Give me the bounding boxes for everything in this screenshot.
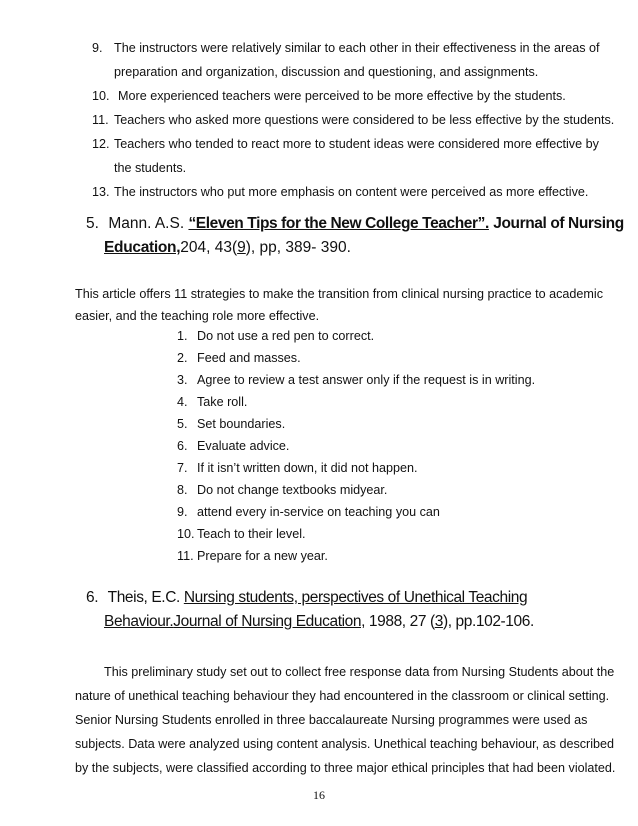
- reference-6-summary-line: This preliminary study set out to collect free response data from Nursing Students about the: [104, 665, 615, 679]
- reference-5-summary-line: easier, and the teaching role more effective.: [75, 309, 320, 323]
- reference-6-summary-line: nature of unethical teaching behaviour they had encountered in the classroom or clinical setting.: [75, 689, 610, 703]
- reference-6-line-1: 6. Theis, E.C. Nursing students, perspectives of Unethical Teaching: [86, 589, 528, 606]
- list-item: 3. Agree to review a test answer only if the request is in writing.: [177, 373, 536, 387]
- reference-6-summary-line: Senior Nursing Students enrolled in three baccalaureate Nursing programmes were used as: [75, 713, 588, 727]
- list-item: 12. Teachers who tended to react more to student ideas were considered more effective by: [92, 137, 599, 151]
- reference-5-summary-line: This article offers 11 strategies to make the transition from clinical nursing practice to academic: [75, 287, 604, 301]
- list-item: the students.: [114, 161, 187, 175]
- reference-5-line-2: Education,204, 43(9), pp, 389- 390.: [104, 239, 351, 256]
- page-number: 16: [313, 788, 325, 802]
- reference-5-journal: Journal of Nursing: [493, 215, 624, 232]
- list-item: 2. Feed and masses.: [177, 351, 301, 365]
- list-item: 7. If it isn’t written down, it did not happen.: [177, 461, 418, 475]
- reference-6-journal: Journal of Nursing Education,: [173, 613, 365, 630]
- reference-6-summary-line: subjects. Data were analyzed using content analysis. Unethical teaching behaviour, as described: [75, 737, 615, 751]
- list-item: 10. Teach to their level.: [177, 527, 306, 541]
- list-item: 4. Take roll.: [177, 395, 248, 409]
- list-item: 11. Prepare for a new year.: [177, 549, 328, 563]
- list-item: 11. Teachers who asked more questions were considered to be less effective by the students.: [92, 113, 615, 127]
- list-item: 13. The instructors who put more emphasis on content were perceived as more effective.: [92, 185, 589, 199]
- list-item: 5. Set boundaries.: [177, 417, 286, 431]
- reference-5-title: “Eleven Tips for the New College Teacher”.: [188, 215, 489, 232]
- list-item: 6. Evaluate advice.: [177, 439, 290, 453]
- reference-6-title: Nursing students, perspectives of Unethical Teaching: [183, 589, 528, 606]
- list-item: 9. The instructors were relatively similar to each other in their effectiveness in the areas of: [92, 41, 600, 55]
- list-item: 9. attend every in-service on teaching you can: [177, 505, 440, 519]
- list-item: 8. Do not change textbooks midyear.: [177, 483, 388, 497]
- list-item: preparation and organization, discussion and questioning, and assignments.: [114, 65, 539, 79]
- reference-6-line-2: Behaviour.Journal of Nursing Education, 1988, 27 (3), pp.102-106.: [104, 613, 534, 630]
- list-item: 10. More experienced teachers were perceived to be more effective by the students.: [92, 89, 566, 103]
- reference-6-summary-line: by the subjects, were classified according to three major ethical principles that had been violated.: [75, 761, 616, 775]
- reference-5-line-1: 5. Mann. A.S. “Eleven Tips for the New College Teacher”. Journal of Nursing: [86, 215, 624, 232]
- list-item: 1. Do not use a red pen to correct.: [177, 329, 375, 343]
